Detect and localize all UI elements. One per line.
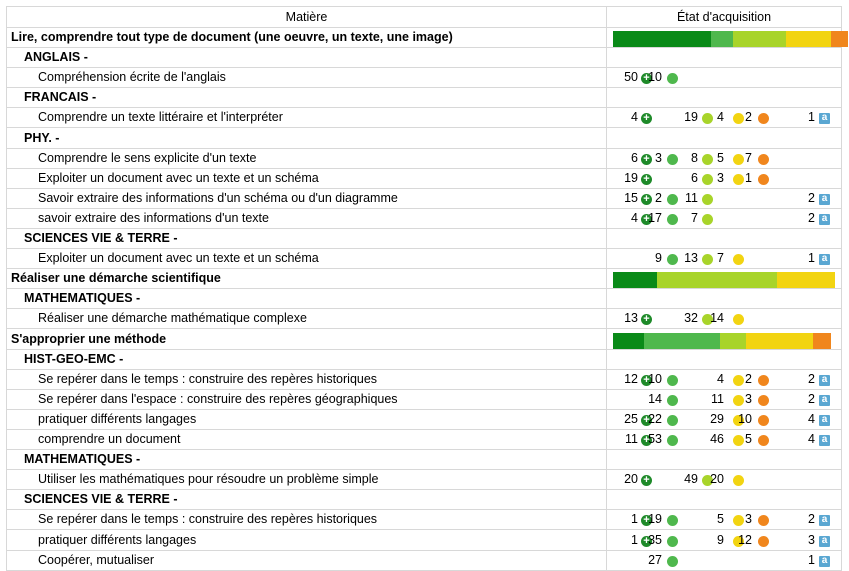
- plus-icon: +: [641, 73, 652, 84]
- subject-cell: [6, 107, 607, 127]
- table-row: [6, 188, 842, 209]
- lime-dot-icon: [702, 214, 713, 225]
- status-cell: [607, 268, 842, 288]
- yellow-dot-icon: [733, 475, 744, 486]
- subject-cell: [6, 27, 607, 47]
- competence-label: Lire, comprendre tout type de document (une oeuvre, un texte, une image): [11, 30, 453, 44]
- table-row: [6, 409, 842, 430]
- count-value: 10: [738, 411, 752, 426]
- competence-row: [6, 27, 842, 48]
- plus-icon: +: [641, 174, 652, 185]
- status-cell: [607, 67, 842, 87]
- absent-icon: a: [819, 194, 830, 205]
- count-value: 11: [711, 391, 724, 406]
- status-cell: [607, 27, 842, 47]
- plus-icon: +: [641, 375, 652, 386]
- count-value: 25: [624, 411, 638, 426]
- green-dot-icon: [667, 73, 678, 84]
- item-label: Se repérer dans le temps : construire des repères historiques: [38, 512, 378, 527]
- count-value: 4: [631, 210, 638, 225]
- item-label: Compréhension écrite de l'anglais: [38, 70, 226, 85]
- subject-label: SCIENCES VIE & TERRE -: [24, 492, 178, 507]
- count-value: 4: [717, 371, 724, 386]
- subject-row: [6, 489, 842, 510]
- acquisition-bar-segment: [746, 333, 813, 349]
- competence-label: S'approprier une méthode: [11, 331, 167, 346]
- subject-label: FRANCAIS -: [24, 90, 97, 105]
- acquisition-bar-segment: [777, 272, 835, 288]
- count-value: 3: [808, 532, 815, 547]
- count-value: 1: [808, 110, 815, 125]
- count-value: 13: [624, 311, 638, 326]
- status-cell: [607, 449, 842, 469]
- item-label: Se repérer dans l'espace : construire des repères géographiques: [38, 391, 398, 406]
- yellow-dot-icon: [733, 395, 744, 406]
- count-value: 13: [684, 251, 698, 266]
- item-label: Comprendre le sens explicite d'un texte: [38, 150, 257, 165]
- subject-cell: [6, 349, 607, 369]
- acquisition-bar-segment: [613, 272, 657, 288]
- orange-dot-icon: [758, 395, 769, 406]
- yellow-dot-icon: [733, 154, 744, 165]
- subject-cell: [6, 188, 607, 208]
- lime-dot-icon: [702, 174, 713, 185]
- status-cell: [607, 188, 842, 208]
- subject-label: PHY. -: [24, 130, 60, 145]
- acquisition-bar-segment: [657, 272, 777, 288]
- subject-row: [6, 128, 842, 149]
- table-row: [6, 107, 842, 128]
- count-value: 3: [717, 170, 724, 185]
- green-dot-icon: [667, 395, 678, 406]
- status-cell: [607, 329, 842, 349]
- item-label: pratiquer différents langages: [38, 532, 197, 547]
- count-value: 4: [808, 411, 815, 426]
- plus-icon: +: [641, 154, 652, 165]
- count-value: 35: [648, 532, 662, 547]
- count-value: 2: [808, 391, 815, 406]
- count-value: 1: [745, 170, 752, 185]
- status-cell: [607, 308, 842, 328]
- subject-cell: [6, 308, 607, 328]
- count-value: 49: [684, 472, 698, 487]
- table-row: [6, 429, 842, 450]
- status-cell: [607, 208, 842, 228]
- count-value: 2: [808, 190, 815, 205]
- count-value: 2: [745, 110, 752, 125]
- count-value: 14: [648, 391, 662, 406]
- status-cell: [607, 168, 842, 188]
- count-value: 11: [625, 432, 638, 446]
- subject-label: MATHEMATIQUES -: [24, 291, 141, 306]
- absent-icon: a: [819, 113, 830, 124]
- count-value: 19: [624, 170, 638, 185]
- orange-dot-icon: [758, 435, 769, 446]
- subject-cell: [6, 47, 607, 67]
- table-row: [6, 248, 842, 269]
- count-value: 2: [808, 210, 815, 225]
- count-value: 12: [738, 532, 752, 547]
- green-dot-icon: [667, 214, 678, 225]
- count-value: 7: [691, 210, 698, 225]
- subject-cell: [6, 530, 607, 550]
- count-value: 6: [691, 170, 698, 185]
- item-label: savoir extraire des informations d'un texte: [38, 210, 269, 225]
- yellow-dot-icon: [733, 174, 744, 185]
- status-cell: [607, 288, 842, 308]
- count-value: 3: [745, 391, 752, 406]
- count-value: 53: [648, 432, 662, 446]
- table-row: [6, 67, 842, 88]
- orange-dot-icon: [758, 113, 769, 124]
- subject-cell: [6, 268, 607, 288]
- subject-cell: [6, 469, 607, 489]
- count-value: 11: [685, 190, 698, 205]
- subject-label: HIST-GEO-EMC -: [24, 351, 124, 366]
- subject-cell: [6, 248, 607, 268]
- status-cell: [607, 489, 842, 509]
- count-value: 1: [631, 512, 638, 527]
- subject-row: [6, 47, 842, 68]
- plus-icon: +: [641, 515, 652, 526]
- count-value: 46: [710, 432, 724, 446]
- count-value: 4: [631, 110, 638, 125]
- item-label: Savoir extraire des informations d'un schéma ou d'un diagramme: [38, 190, 398, 205]
- item-label: Se repérer dans le temps : construire des repères historiques: [38, 371, 378, 386]
- status-cell: [607, 469, 842, 489]
- status-cell: [607, 369, 842, 389]
- subject-cell: [6, 489, 607, 509]
- subject-label: MATHEMATIQUES -: [24, 452, 141, 467]
- green-dot-icon: [667, 194, 678, 205]
- subject-cell: [6, 208, 607, 228]
- green-dot-icon: [667, 375, 678, 386]
- acquisition-bar-segment: [613, 333, 644, 349]
- subject-cell: [6, 369, 607, 389]
- lime-dot-icon: [702, 254, 713, 265]
- plus-icon: +: [641, 194, 652, 205]
- green-dot-icon: [667, 154, 678, 165]
- competence-label: Réaliser une démarche scientifique: [11, 271, 221, 286]
- plus-icon: +: [641, 113, 652, 124]
- count-value: 3: [655, 150, 662, 165]
- count-value: 3: [745, 512, 752, 527]
- status-cell: [607, 530, 842, 550]
- table-row: [6, 148, 842, 169]
- status-cell: [607, 509, 842, 529]
- plus-icon: +: [641, 475, 652, 486]
- count-value: 1: [808, 251, 815, 266]
- orange-dot-icon: [758, 536, 769, 547]
- competence-row: [6, 268, 842, 289]
- subject-row: [6, 288, 842, 309]
- table-row: [6, 509, 842, 530]
- acquisition-bar-segment: [831, 31, 849, 47]
- item-label: Utiliser les mathématiques pour résoudre un problème simple: [38, 472, 379, 487]
- acquisition-bar-segment: [644, 333, 719, 349]
- subject-cell: [6, 429, 607, 449]
- status-cell: [607, 409, 842, 429]
- count-value: 20: [624, 472, 638, 487]
- status-cell: [607, 349, 842, 369]
- yellow-dot-icon: [733, 113, 744, 124]
- count-value: 32: [684, 311, 698, 326]
- status-cell: [607, 228, 842, 248]
- count-value: 7: [745, 150, 752, 165]
- item-label: Exploiter un document avec un texte et un schéma: [38, 251, 319, 266]
- lime-dot-icon: [702, 194, 713, 205]
- subject-row: [6, 228, 842, 249]
- count-value: 19: [684, 110, 698, 125]
- count-value: 17: [648, 210, 662, 225]
- absent-icon: a: [819, 214, 830, 225]
- absent-icon: a: [819, 515, 830, 526]
- lime-dot-icon: [702, 154, 713, 165]
- count-value: 14: [710, 311, 724, 326]
- competence-row: [6, 329, 842, 350]
- item-label: Comprendre un texte littéraire et l'interpréter: [38, 110, 283, 125]
- green-dot-icon: [667, 435, 678, 446]
- status-cell: [607, 389, 842, 409]
- item-label: Exploiter un document avec un texte et un schéma: [38, 170, 319, 185]
- count-value: 22: [648, 411, 662, 426]
- subject-cell: [6, 389, 607, 409]
- status-cell: [607, 47, 842, 67]
- count-value: 7: [717, 251, 724, 266]
- count-value: 5: [745, 432, 752, 446]
- item-label: comprendre un document: [38, 432, 181, 446]
- absent-icon: a: [819, 556, 830, 567]
- count-value: 50: [624, 70, 638, 85]
- subject-cell: [6, 550, 607, 570]
- table-row: [6, 369, 842, 390]
- plus-icon: +: [641, 536, 652, 547]
- orange-dot-icon: [758, 174, 769, 185]
- count-value: 1: [808, 552, 815, 567]
- count-value: 1: [631, 532, 638, 547]
- plus-icon: +: [641, 435, 652, 446]
- subject-cell: [6, 148, 607, 168]
- absent-icon: a: [819, 254, 830, 265]
- status-cell: [607, 128, 842, 148]
- item-label: pratiquer différents langages: [38, 411, 197, 426]
- table-row: [6, 469, 842, 490]
- count-value: 27: [648, 552, 662, 567]
- count-value: 6: [631, 150, 638, 165]
- count-value: 29: [710, 411, 724, 426]
- orange-dot-icon: [758, 154, 769, 165]
- absent-icon: a: [819, 375, 830, 386]
- subject-column-header: Matière: [285, 10, 328, 24]
- table-row: [6, 530, 842, 551]
- item-label: Coopérer, mutualiser: [38, 552, 155, 567]
- subject-row: [6, 449, 842, 470]
- count-value: 2: [745, 371, 752, 386]
- plus-icon: +: [641, 214, 652, 225]
- status-column-header: État d'acquisition: [676, 10, 772, 24]
- table-row: [6, 550, 842, 571]
- count-value: 9: [717, 532, 724, 547]
- count-value: 5: [717, 150, 724, 165]
- subject-cell: [6, 87, 607, 107]
- plus-icon: +: [641, 314, 652, 325]
- yellow-dot-icon: [733, 314, 744, 325]
- subject-cell: [6, 228, 607, 248]
- count-value: 10: [648, 371, 662, 386]
- table-header: [6, 6, 842, 28]
- item-label: Réaliser une démarche mathématique complexe: [38, 311, 307, 326]
- subject-label: ANGLAIS -: [24, 50, 88, 65]
- acquisition-bar-segment: [813, 333, 831, 349]
- count-value: 20: [710, 472, 724, 487]
- subject-cell: [6, 449, 607, 469]
- table-row: [6, 308, 842, 329]
- green-dot-icon: [667, 254, 678, 265]
- count-value: 12: [624, 371, 638, 386]
- lime-dot-icon: [702, 113, 713, 124]
- green-dot-icon: [667, 515, 678, 526]
- absent-icon: a: [819, 415, 830, 426]
- absent-icon: a: [819, 536, 830, 547]
- plus-icon: +: [641, 415, 652, 426]
- count-value: 8: [691, 150, 698, 165]
- table-row: [6, 168, 842, 189]
- orange-dot-icon: [758, 515, 769, 526]
- table-row: [6, 208, 842, 229]
- acquisition-bar-segment: [733, 31, 786, 47]
- green-dot-icon: [667, 556, 678, 567]
- subject-cell: [6, 409, 607, 429]
- count-value: 2: [655, 190, 662, 205]
- subject-row: [6, 349, 842, 370]
- status-cell: [607, 550, 842, 570]
- acquisition-bar-segment: [786, 31, 830, 47]
- subject-cell: [6, 67, 607, 87]
- yellow-dot-icon: [733, 515, 744, 526]
- table-row: [6, 389, 842, 410]
- status-cell: [607, 107, 842, 127]
- yellow-dot-icon: [733, 254, 744, 265]
- status-cell: [607, 148, 842, 168]
- count-value: 2: [808, 512, 815, 527]
- status-cell: [607, 248, 842, 268]
- subject-cell: [6, 168, 607, 188]
- orange-dot-icon: [758, 415, 769, 426]
- acquisition-bar-segment: [613, 31, 711, 47]
- count-value: 15: [624, 190, 638, 205]
- yellow-dot-icon: [733, 435, 744, 446]
- count-value: 4: [808, 432, 815, 446]
- acquisition-bar-segment: [711, 31, 733, 47]
- status-cell: [607, 429, 842, 449]
- green-dot-icon: [667, 536, 678, 547]
- subject-row: [6, 87, 842, 108]
- subject-cell: [6, 128, 607, 148]
- subject-cell: [6, 329, 607, 349]
- count-value: 10: [648, 70, 662, 85]
- orange-dot-icon: [758, 375, 769, 386]
- count-value: 2: [808, 371, 815, 386]
- count-value: 9: [655, 251, 662, 266]
- acquisition-bar-segment: [720, 333, 747, 349]
- absent-icon: a: [819, 435, 830, 446]
- absent-icon: a: [819, 395, 830, 406]
- subject-label: SCIENCES VIE & TERRE -: [24, 231, 178, 245]
- green-dot-icon: [667, 415, 678, 426]
- count-value: 4: [717, 110, 724, 125]
- count-value: 19: [648, 512, 662, 527]
- count-value: 5: [717, 512, 724, 527]
- subject-cell: [6, 288, 607, 308]
- yellow-dot-icon: [733, 375, 744, 386]
- subject-cell: [6, 509, 607, 529]
- status-cell: [607, 87, 842, 107]
